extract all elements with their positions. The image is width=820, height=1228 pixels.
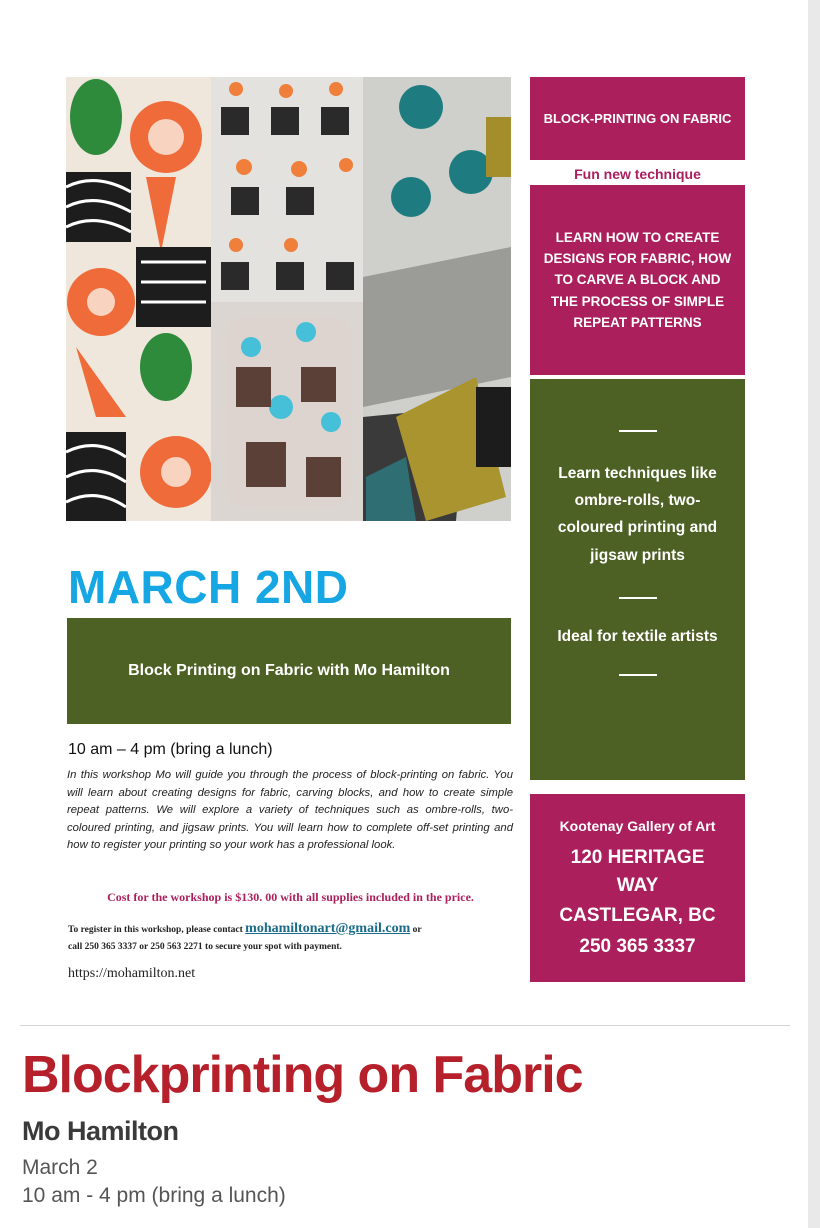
event-hours: 10 am - 4 pm (bring a lunch): [22, 1184, 286, 1207]
scrollbar[interactable]: [808, 0, 820, 1228]
poster-description: In this workshop Mo will guide you through the process of block-printing on fabric. You will learn about creating designs for fabric, carving blocks, and how to create simple repeat patterns. We will explore a variety of techniques such as ombre-rolls, two-coloured printing, and jigsaw prints. You will learn how to complete off-set printing and how to register your printing so your work has a professional look.: [67, 769, 513, 852]
learn-box-text: LEARN HOW TO CREATE DESIGNS FOR FABRIC, HOW TO CARVE A BLOCK AND THE PROCESS OF SIMPLE REPEAT PATTERNS: [543, 229, 732, 330]
event-artist: Mo Hamilton: [22, 1116, 179, 1146]
register-or: or: [412, 925, 422, 935]
heading-box: [530, 77, 745, 160]
gallery-address-line1: 120 HERITAGE WAY: [570, 847, 705, 896]
gallery-phone: 250 365 3337: [579, 936, 696, 957]
poster-time: 10 am – 4 pm (bring a lunch): [68, 741, 273, 758]
divider-line: [619, 597, 657, 599]
divider-line: [619, 674, 657, 676]
register-suffix: call 250 365 3337 or 250 563 2271 to secure your spot with payment.: [68, 942, 342, 952]
divider-line: [619, 430, 657, 432]
poster-register: [68, 920, 513, 956]
poster-banner: [67, 618, 511, 724]
techniques-text: Learn techniques like ombre-rolls, two-coloured printing and jigsaw prints: [557, 465, 718, 564]
heading-box-text: BLOCK-PRINTING ON FABRIC: [543, 110, 732, 126]
poster-date: MARCH 2ND: [68, 561, 349, 613]
poster-cost: Cost for the workshop is $130. 00 with all supplies included in the price.: [107, 890, 474, 904]
gallery-name: Kootenay Gallery of Art: [559, 818, 716, 834]
event-date: March 2: [22, 1156, 98, 1179]
poster-banner-text: Block Printing on Fabric with Mo Hamilton: [128, 662, 450, 679]
poster-website: https://mohamilton.net: [68, 966, 196, 981]
gallery-box: [530, 794, 745, 982]
ideal-text: Ideal for textile artists: [557, 627, 718, 645]
subheading: Fun new technique: [574, 166, 701, 182]
event-title: Blockprinting on Fabric: [22, 1046, 583, 1104]
register-email-link[interactable]: mohamiltonart@gmail.com: [245, 921, 411, 936]
poster-collage-image: [66, 77, 511, 521]
learn-box: [530, 185, 745, 375]
gallery-address-line2: CASTLEGAR, BC: [559, 905, 716, 926]
register-prefix: To register in this workshop, please contact: [68, 925, 243, 935]
techniques-box: [530, 379, 745, 780]
section-divider: [20, 1025, 790, 1026]
